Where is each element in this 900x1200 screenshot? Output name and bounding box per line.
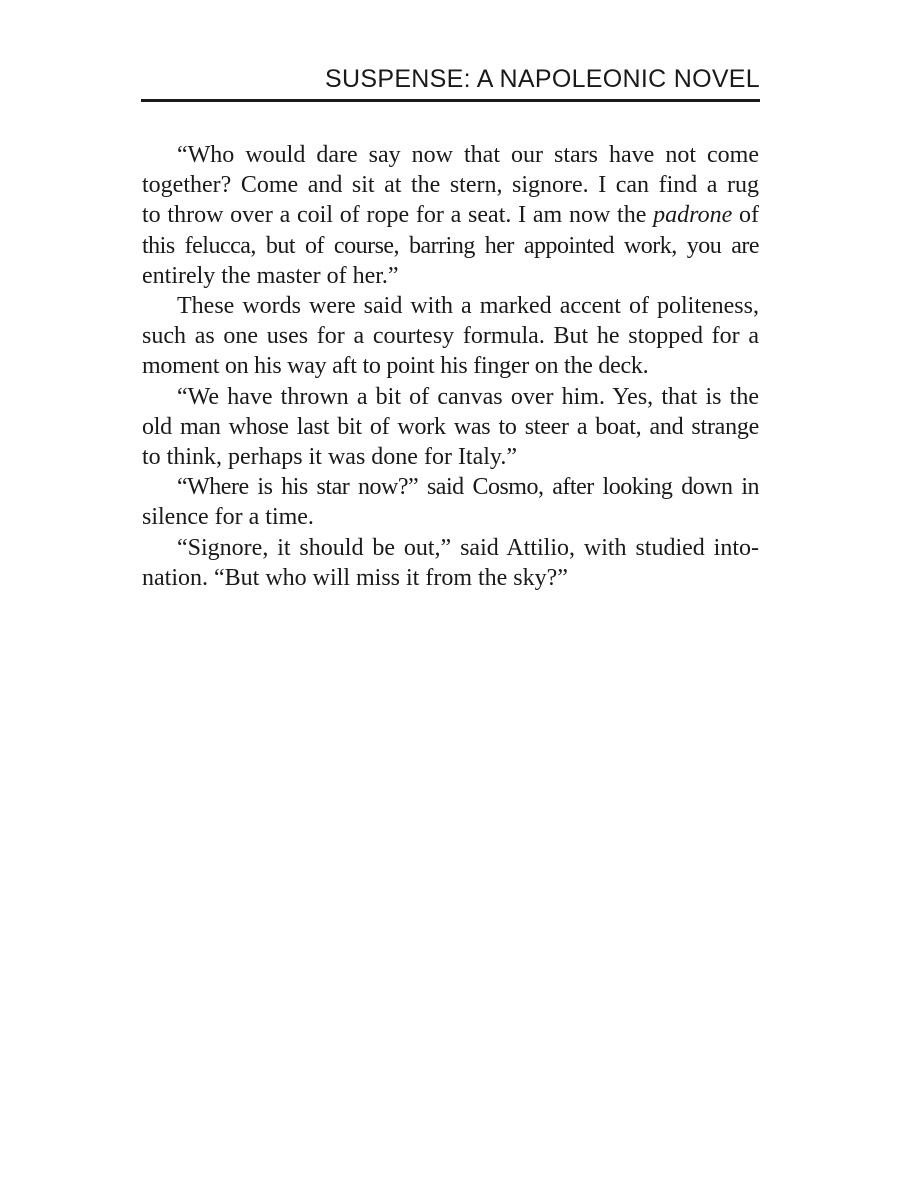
paragraph-1 — [142, 140, 759, 291]
text-line: These words were said with a marked accent of politeness, — [177, 293, 759, 320]
text-line: “Who would dare say now that our stars have not come — [177, 142, 759, 168]
text-line: this felucca, but of course, barring her appointed work, you are — [142, 232, 759, 259]
text-line: moment on his way aft to point his finger on the deck. — [142, 353, 649, 380]
paragraph-3 — [142, 382, 759, 473]
text-line: old man whose last bit of work was to steer a boat, and strange — [142, 413, 759, 440]
paragraph-5 — [142, 533, 759, 593]
text-segment: of — [732, 202, 760, 229]
text-line: “Where is his star now?” said Cosmo, after looking down in — [177, 474, 759, 501]
text-line: together? Come and sit at the stern, signore. I can find a rug — [142, 172, 759, 199]
paragraph-4 — [142, 472, 759, 532]
text-segment: to throw over a coil of rope for a seat. I am now the — [142, 202, 654, 229]
text-line: “We have thrown a bit of canvas over him. Yes, that is the — [177, 383, 759, 410]
running-head-title: SUSPENSE: A NAPOLEONIC NOVEL — [325, 65, 760, 93]
body-text — [142, 140, 759, 593]
header-rule — [141, 99, 760, 102]
text-line: entirely the master of her.” — [142, 262, 399, 289]
text-line — [142, 200, 759, 230]
text-line: nation. “But who will miss it from the sky?” — [142, 564, 568, 591]
text-line: silence for a time. — [142, 504, 314, 531]
italic-word: padrone — [653, 202, 733, 229]
text-line: such as one uses for a courtesy formula. But he stopped for a — [142, 323, 759, 350]
text-line: to think, perhaps it was done for Italy.” — [142, 444, 518, 471]
paragraph-2 — [142, 291, 759, 382]
text-line: “Signore, it should be out,” said Attilio, with studied into- — [177, 534, 759, 561]
